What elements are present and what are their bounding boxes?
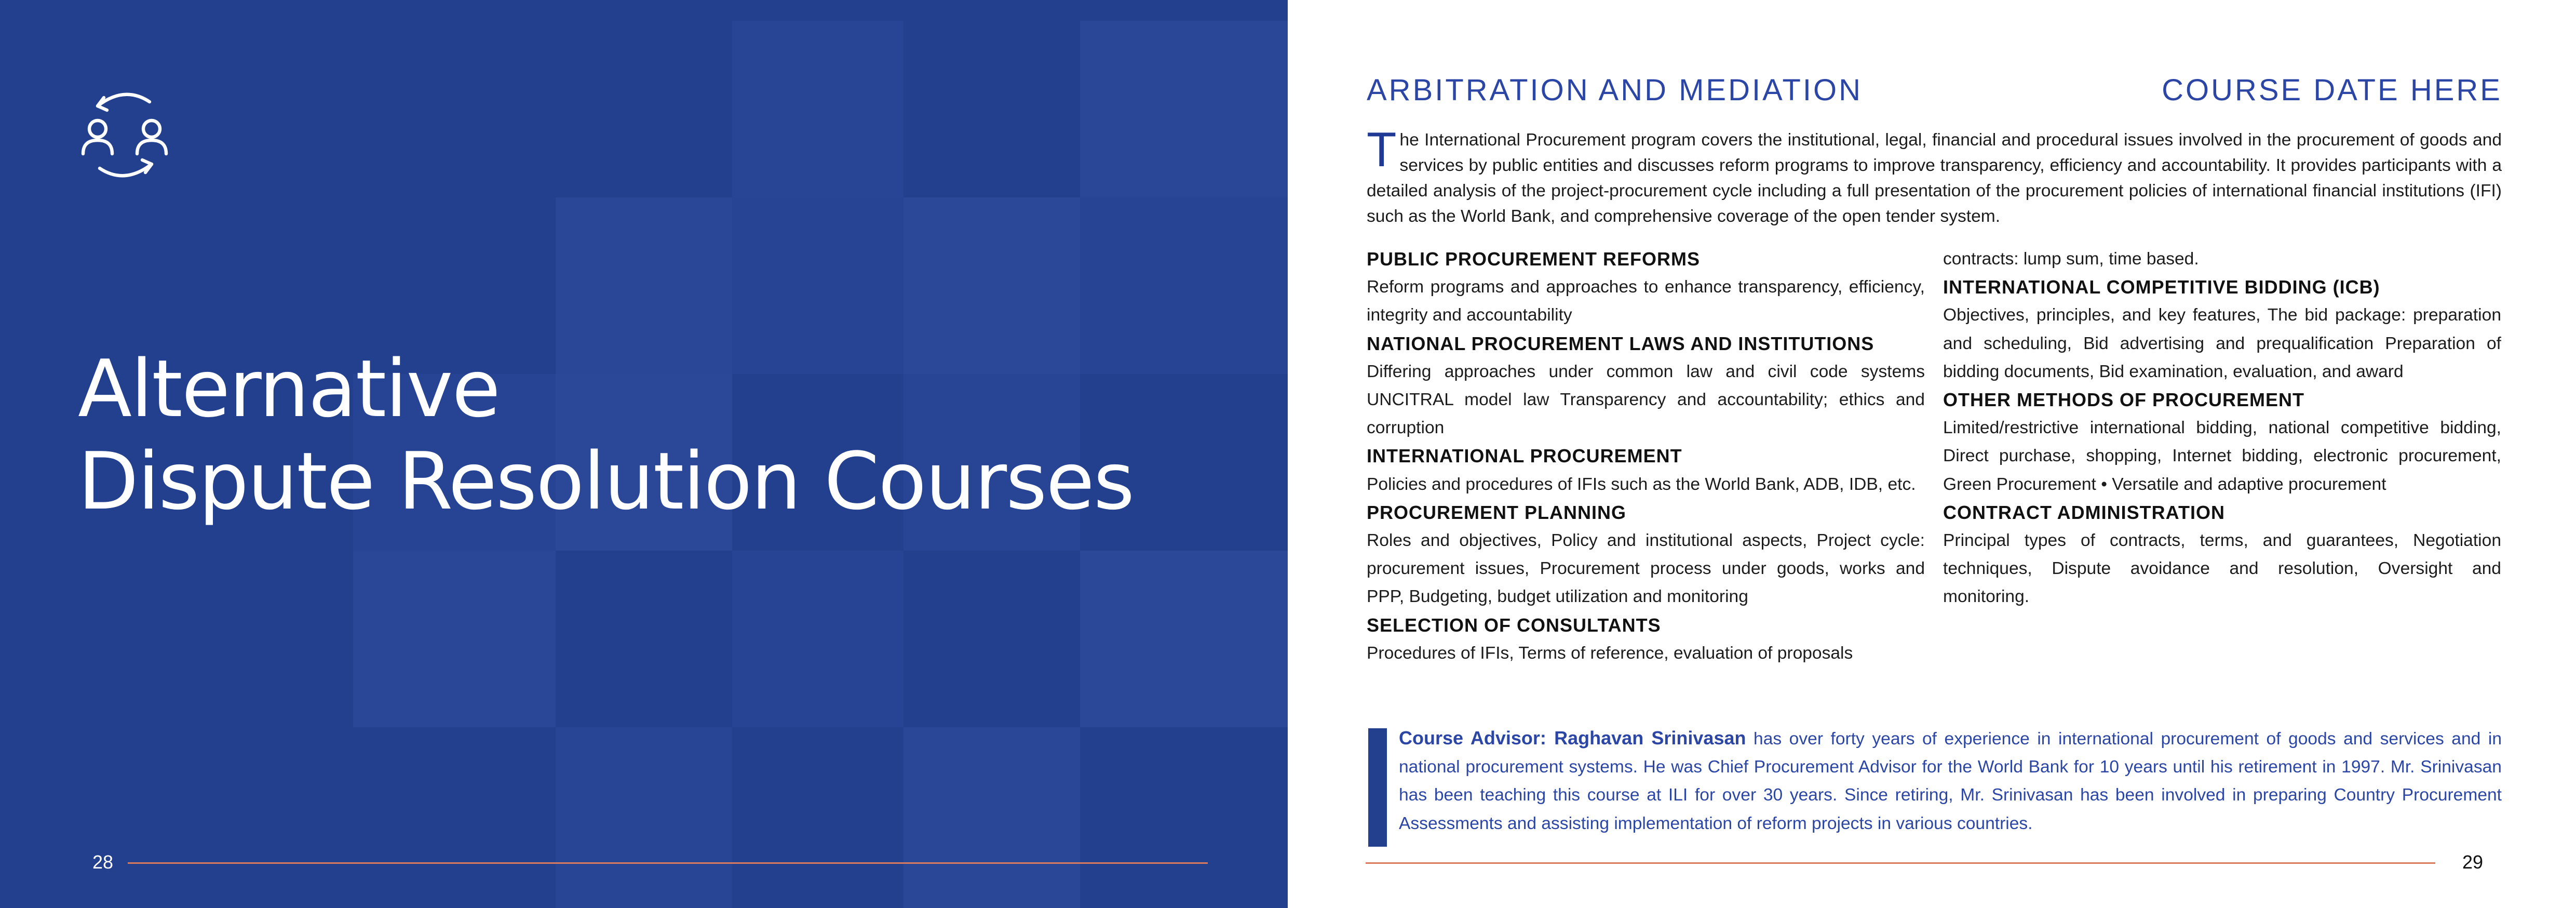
background-tile	[732, 551, 903, 727]
section-body: Procedures of IFIs, Terms of reference, evaluation of proposals	[1367, 643, 1853, 663]
background-tile	[903, 727, 1080, 908]
section-body: Roles and objectives, Policy and institutional aspects, Project cycle: procurement issues, Procurement process under goods, works and PPP, Budgeting, budget utilization and monitoring	[1367, 531, 1925, 607]
title-line: Alternative	[78, 343, 500, 435]
advisor-bio: has over forty years of experience in international procurement of goods and services and in national procurement systems. He was Chief Procurement Advisor for the World Bank for 10 years until his retirement in 1997. Mr. Srinivasan has been teaching this course at ILI for over 30 years. Since retiring, Mr. Srinivasan has been involved in preparing Country Procurement Assessments and assisting implementation of reform projects in various countries.	[1399, 729, 2502, 833]
right-column	[1943, 245, 2501, 611]
intro-text: he International Procurement program covers the institutional, legal, financial and procedural issues involved in the procurement of goods and services by public entities and discusses reform programs to improve transparency, efficiency and accountability. It provides participants with a detailed analysis of the project-procurement cycle including a full presentation of the procurement policies of international financial institutions (IFI) such as the World Bank, and comprehensive coverage of the open tender system.	[1367, 130, 2502, 226]
section-heading: PROCUREMENT PLANNING	[1367, 501, 1627, 523]
background-tile	[732, 21, 903, 197]
advisor-name: Course Advisor: Raghavan Srinivasan	[1399, 727, 1746, 749]
page-title	[78, 343, 1134, 528]
section-heading: SELECTION OF CONSULTANTS	[1367, 614, 1661, 636]
section-heading: INTERNATIONAL COMPETITIVE BIDDING (ICB)	[1943, 276, 2380, 298]
people-exchange-icon	[73, 83, 177, 187]
section-body: Reform programs and approaches to enhance transparency, efficiency, integrity and accountability	[1367, 277, 1925, 325]
left-column	[1367, 245, 1925, 667]
title-line: Dispute Resolution Courses	[78, 435, 1134, 527]
footer-rule	[128, 862, 1208, 864]
right-page	[1288, 0, 2576, 908]
background-tile	[556, 727, 732, 908]
section-body: Objectives, principles, and key features, The bid package: preparation and scheduling, Bid advertising and prequalification Preparation of bidding documents, Bid examination, evaluation, and award	[1943, 305, 2501, 381]
section-body: Policies and procedures of IFIs such as the World Bank, ADB, IDB, etc.	[1367, 474, 1916, 494]
section-body: Limited/restrictive international bidding, national competitive bidding, Direct purchase, shopping, Internet bidding, electronic procurement, Green Procurement • Versatile and adaptive procurement	[1943, 418, 2501, 494]
page-number: 29	[2462, 851, 2484, 873]
background-tile	[1080, 21, 1288, 197]
section-body-continued: contracts: lump sum, time based.	[1943, 249, 2199, 269]
drop-cap: T	[1367, 122, 1397, 177]
background-tile	[1080, 551, 1288, 727]
course-date: COURSE DATE HERE	[2162, 73, 2502, 107]
section-heading: INTERNATIONAL PROCUREMENT	[1367, 445, 1682, 467]
section-body: Differing approaches under common law and civil code systems UNCITRAL model law Transparency and accountability; ethics and corruption	[1367, 362, 1925, 438]
advisor-accent-bar	[1368, 728, 1387, 847]
advisor-paragraph	[1399, 724, 2502, 838]
section-heading: NATIONAL PROCUREMENT LAWS AND INSTITUTIONS	[1367, 332, 1874, 354]
footer-rule	[1366, 862, 2435, 864]
section-heading: CONTRACT ADMINISTRATION	[1943, 501, 2225, 523]
section-heading: PUBLIC PROCUREMENT REFORMS	[1367, 248, 1701, 270]
section-heading: OTHER METHODS OF PROCUREMENT	[1943, 389, 2305, 411]
page-number: 28	[92, 851, 114, 873]
background-tile	[353, 551, 556, 727]
section-header: ARBITRATION AND MEDIATION	[1367, 73, 1863, 107]
intro-paragraph	[1367, 122, 2502, 229]
section-body: Principal types of contracts, terms, and guarantees, Negotiation techniques, Dispute avoidance and resolution, Oversight and monitoring.	[1943, 531, 2501, 607]
